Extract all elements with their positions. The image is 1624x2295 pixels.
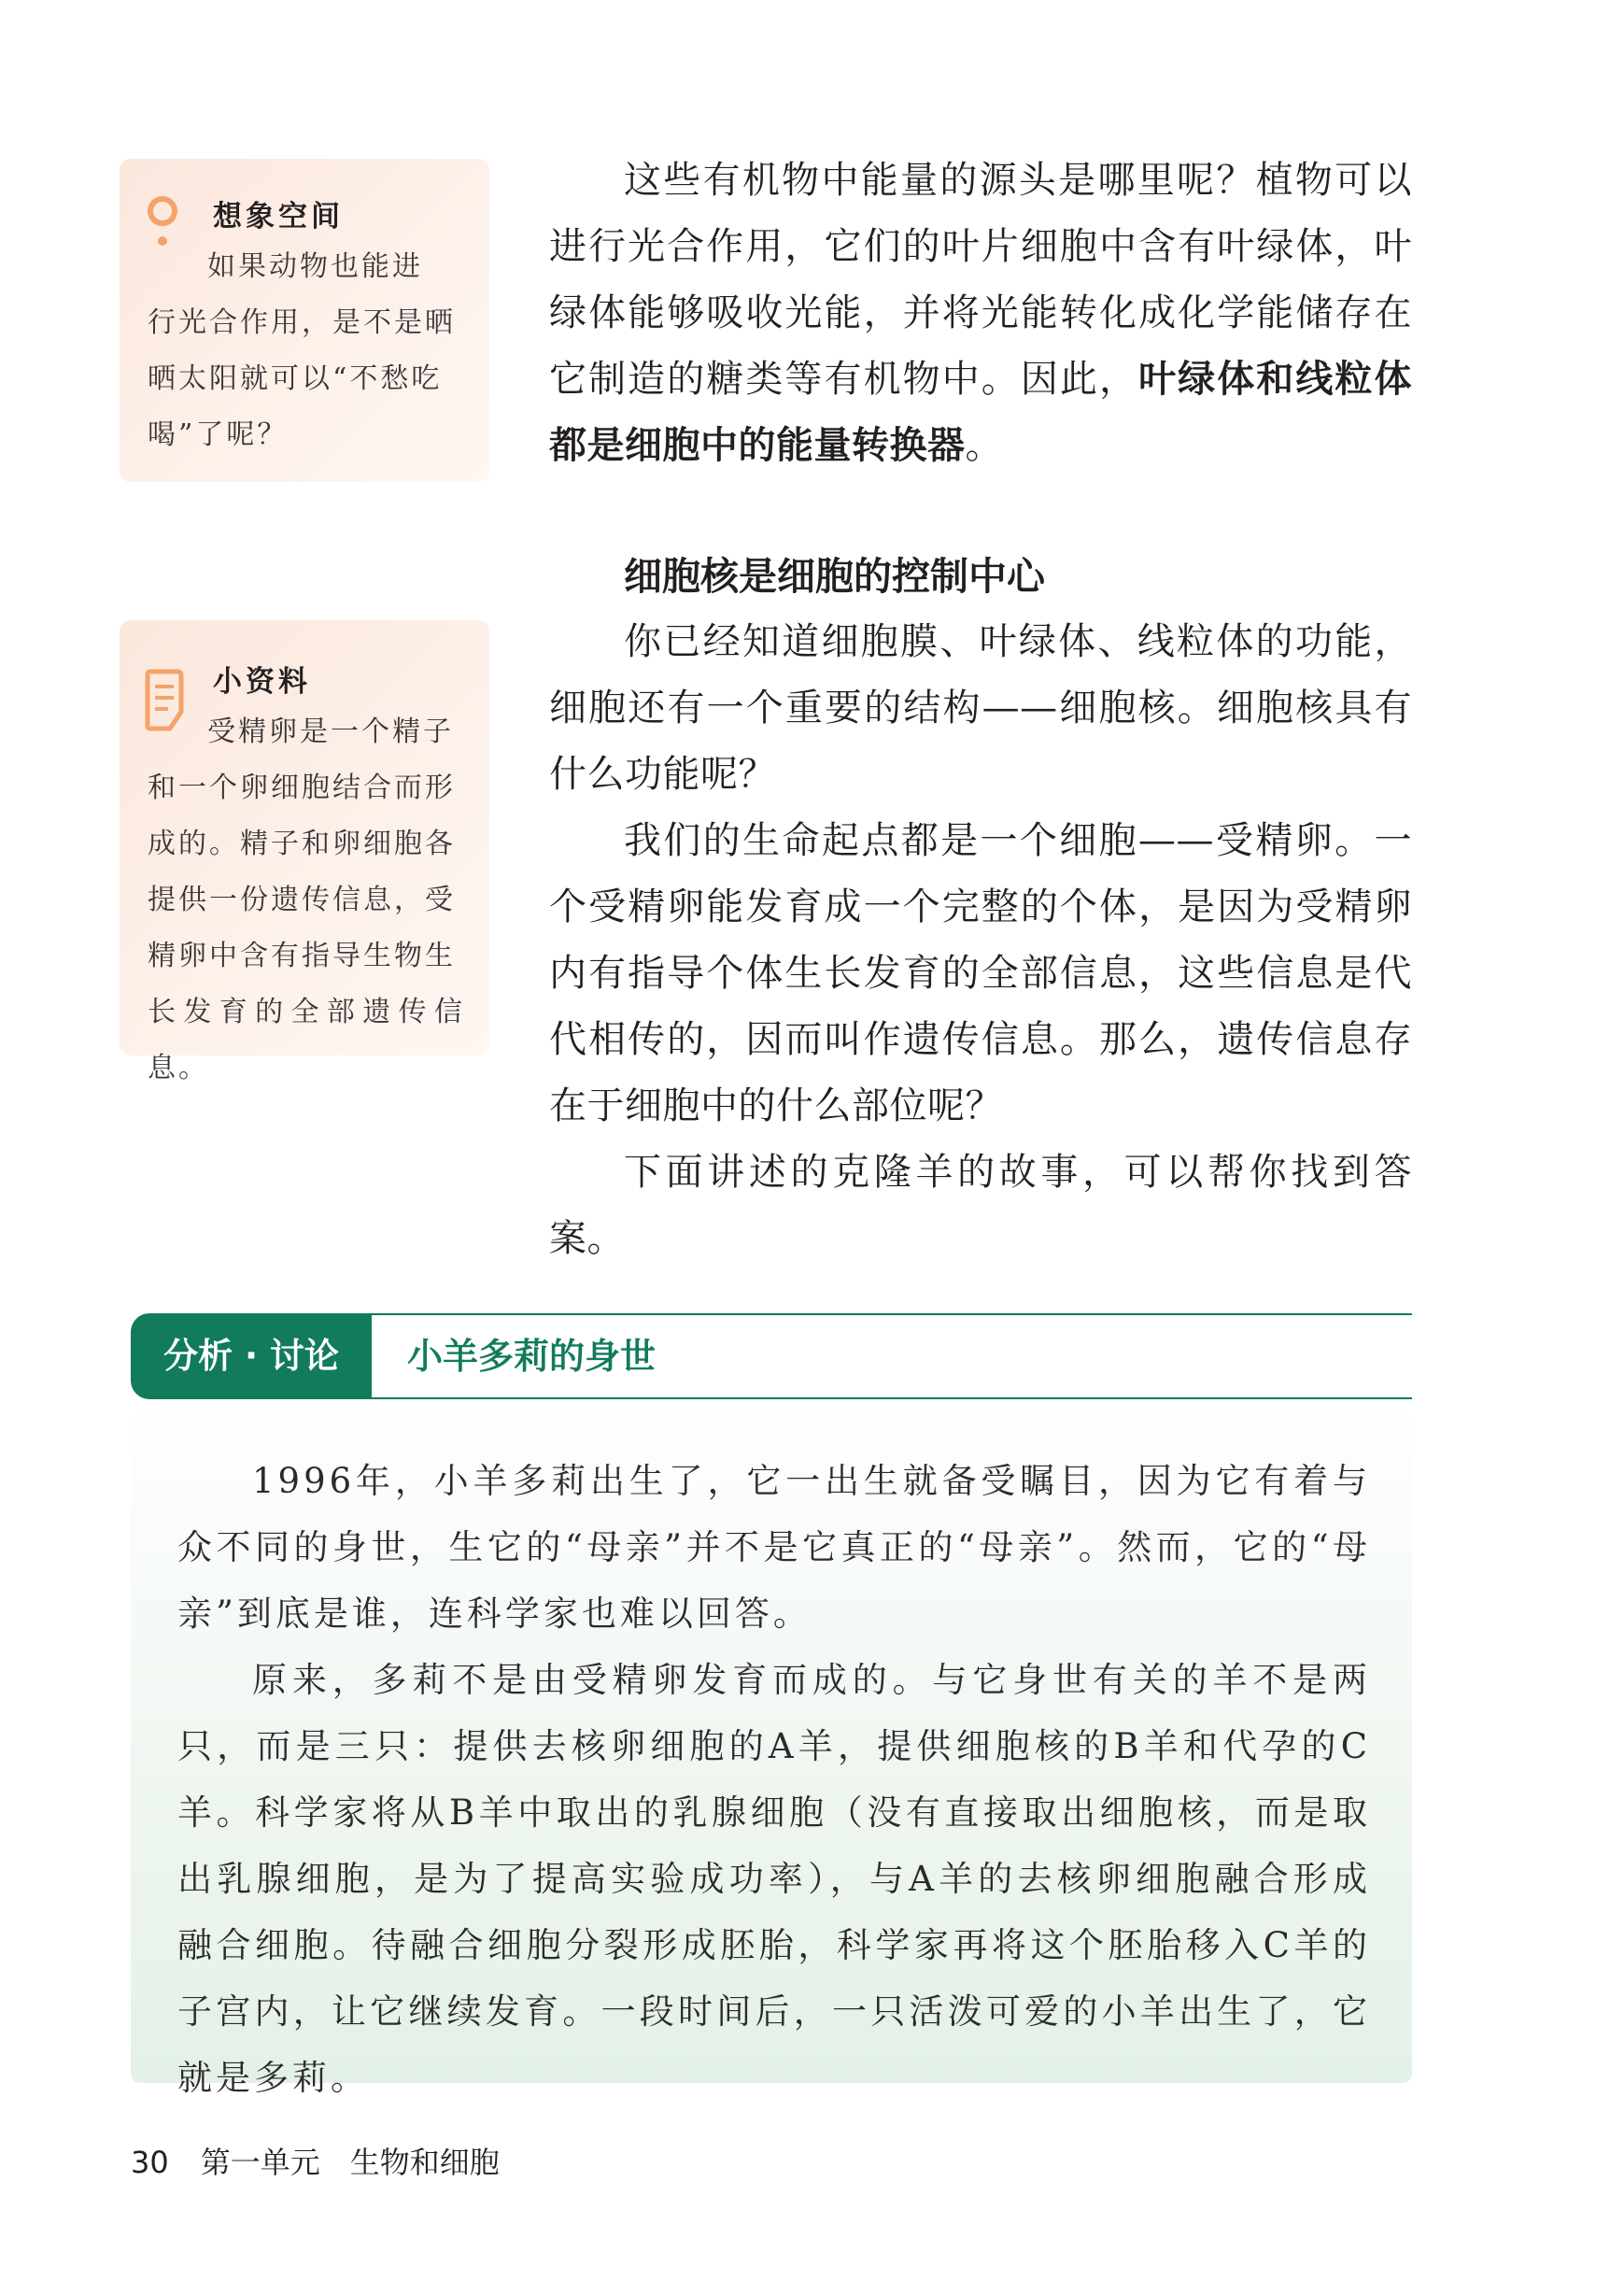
- main-text-nucleus: [549, 609, 1412, 1272]
- paragraph-end: 。: [965, 424, 1003, 467]
- paragraph-genetic-info: 我们的生命起点都是一个细胞——受精卵。一个受精卵能发育成一个完整的个体，是因为受精卵内有指导个体生长发育的全部信息，这些信息是代代相传的，因而叫作遗传信息。那么，遗传信息存在于细胞中的什么部位呢？: [549, 819, 1412, 1127]
- page-footer: [131, 2139, 500, 2182]
- paragraph-energy: [549, 148, 1412, 479]
- imagine-line: 晒太阳就可以“不愁吃: [148, 362, 443, 395]
- analysis-paragraph: 原来，多莉不是由受精卵发育而成的。与它身世有关的羊不是两只，而是三只：提供去核卵细胞的A羊，提供细胞核的B羊和代孕的C羊。科学家将从B羊中取出的乳腺细胞（没有直接取出细胞核，而是取出乳腺细胞，是为了提高实验成功率），与A羊的去核卵细胞融合形成融合细胞。待融合细胞分裂形成胚胎，科学家再将这个胚胎移入C羊的子宫内，让它继续发育。一段时间后，一只活泼可爱的小羊出生了，它就是多莉。: [177, 1660, 1371, 2098]
- paragraph-lead-in: 下面讲述的克隆羊的故事，可以帮你找到答案。: [549, 1151, 1412, 1260]
- analysis-header: [131, 1313, 1412, 1399]
- imagine-line: 喝”了呢？: [148, 418, 289, 451]
- imagine-sidebar: [120, 159, 489, 482]
- info-sidebar: [120, 620, 489, 1084]
- info-text: [148, 704, 465, 1097]
- analysis-tag: 分析 · 讨论: [131, 1313, 372, 1399]
- info-line: 长发育的全部遗传信息。: [148, 996, 465, 1084]
- info-line: 受精卵是一个精子: [207, 715, 454, 748]
- info-title: 小资料: [213, 665, 311, 699]
- info-line: 成的。精子和卵细胞各: [148, 828, 456, 860]
- imagine-title: 想象空间: [213, 200, 344, 234]
- analysis-title: 小羊多莉的身世: [407, 1336, 657, 1377]
- main-text-top: [549, 148, 1412, 479]
- imagine-text: [148, 239, 465, 463]
- page-number: 30: [131, 2145, 169, 2180]
- info-line: 精卵中含有指导生物生: [148, 940, 456, 972]
- analysis-paragraph: 1996年，小羊多莉出生了，它一出生就备受瞩目，因为它有着与众不同的身世，生它的“母亲”并不是它真正的“母亲”。然而，它的“母亲”到底是谁，连科学家也难以回答。: [177, 1461, 1371, 1634]
- unit-label: 第一单元 生物和细胞: [200, 2145, 500, 2180]
- analysis-text: [177, 1448, 1371, 2111]
- paragraph-energy-text: 这些有机物中能量的源头是哪里呢？植物可以进行光合作用，它们的叶片细胞中含有叶绿体，叶绿体能够吸收光能，并将光能转化成化学能储存在它制造的糖类等有机物中。因此，: [549, 159, 1412, 401]
- paragraph-intro: 你已经知道细胞膜、叶绿体、线粒体的功能，细胞还有一个重要的结构——细胞核。细胞核具有什么功能呢？: [549, 620, 1412, 796]
- analysis-panel: [131, 1399, 1412, 2098]
- section-heading: 细胞核是细胞的控制中心: [624, 554, 1045, 599]
- info-line: 提供一份遗传信息，受: [148, 884, 456, 916]
- info-line: 和一个卵细胞结合而形: [148, 772, 456, 804]
- imagine-line: 如果动物也能进: [207, 250, 423, 283]
- imagine-line: 行光合作用，是不是晒: [148, 306, 456, 339]
- key-conclusion: 叶绿体和线粒体都是细胞中的能量转换器: [549, 358, 1413, 467]
